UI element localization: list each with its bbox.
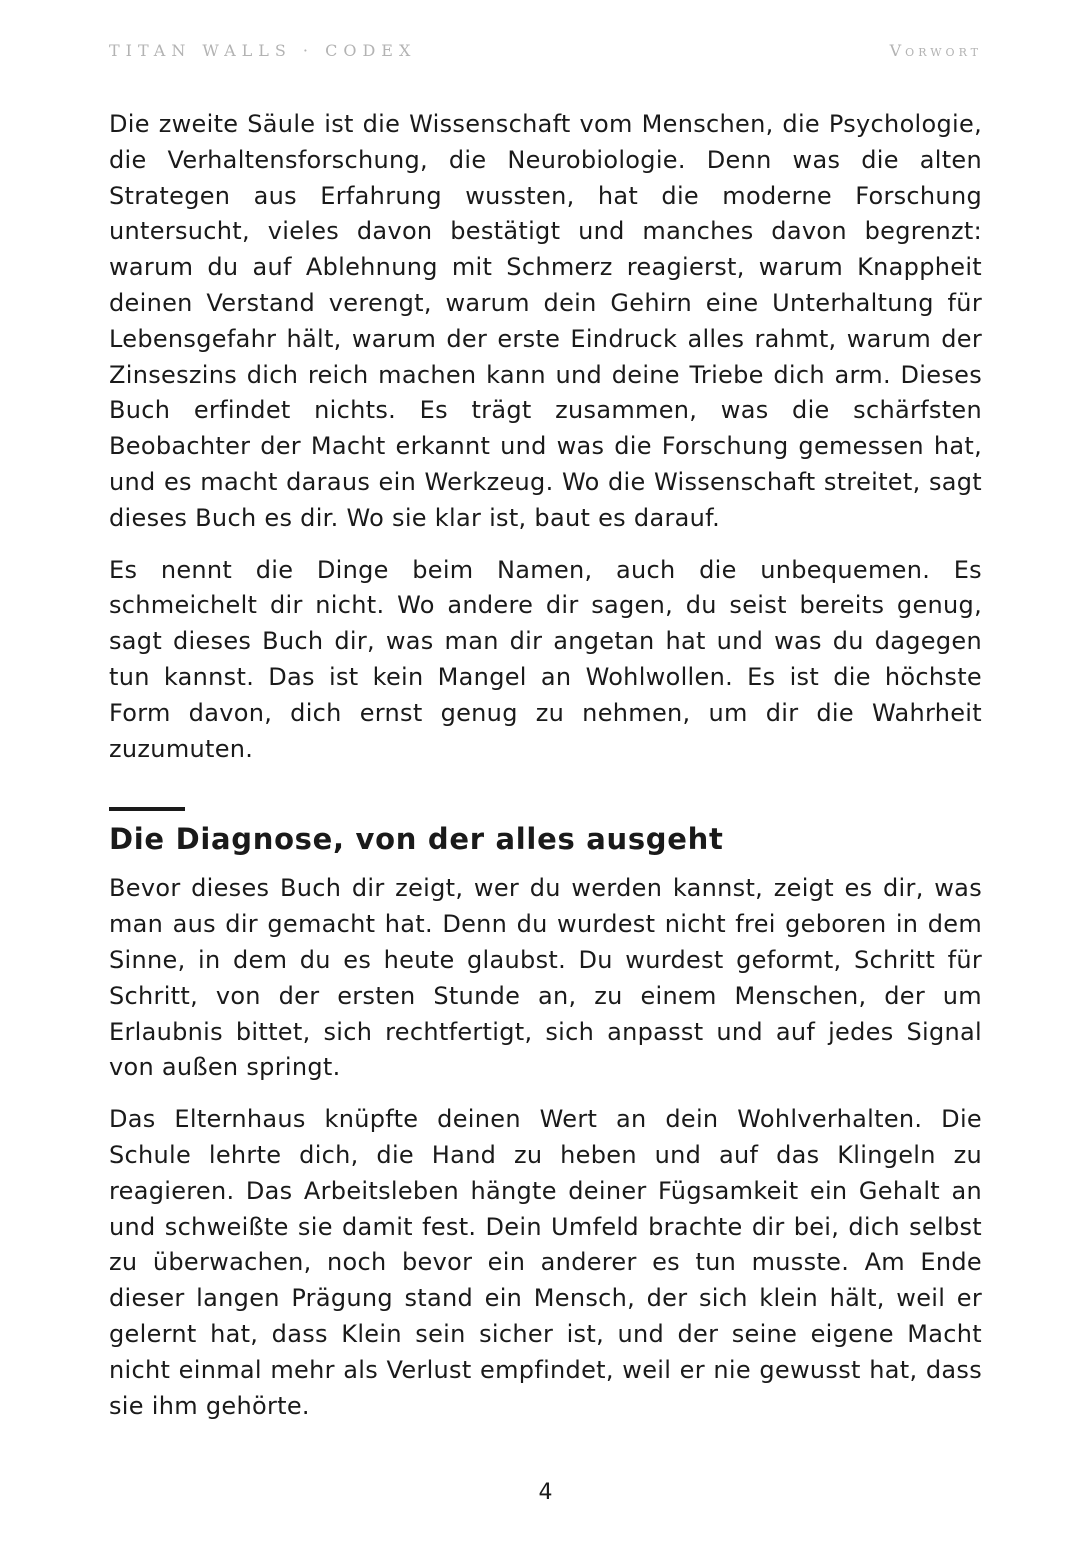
book-title: TITAN WALLS · CODEX xyxy=(109,41,417,60)
section-heading: Die Diagnose, von der alles ausgeht xyxy=(109,822,724,857)
page-number: 4 xyxy=(538,1480,553,1505)
body-paragraph: Es nennt die Dinge beim Namen, auch die unbequemen. Es schmeichelt dir nicht. Wo andere dir sagen, du seist bereits genug, sagt dieses Buch dir, was man dir angetan hat und was du dagegen tun kannst. Das ist kein Mangel an Wohlwollen. Es ist die höchste Form davon, dich ernst genug zu nehmen, um dir die Wahrheit zuzumuten. xyxy=(109,555,982,763)
body-paragraph: Das Elternhaus knüpfte deinen Wert an dein Wohlverhalten. Die Schule lehrte dich, die Hand zu heben und auf das Klingeln zu reagieren. Das Arbeitsleben hängte deiner Fügsamkeit ein Gehalt an und schweißte sie damit fest. Dein Umfeld brachte dir bei, dich selbst zu überwachen, noch bevor ein anderer es tun musste. Am Ende dieser langen Prägung stand ein Mensch, der sich klein hält, weil er gelernt hat, dass Klein sein sicher ist, und der seine eigene Macht nicht einmal mehr als Verlust empfindet, weil er nie gewusst hat, dass sie ihm gehörte. xyxy=(109,1105,982,1420)
body-paragraph: Die zweite Säule ist die Wissenschaft vom Menschen, die Psychologie, die Verhaltensforschung, die Neurobiologie. Denn was die alten Strategen aus Erfahrung wussten, hat die moderne Forschung untersucht, vieles davon bestätigt und manches davon begrenzt: warum du auf Ablehnung mit Schmerz reagierst, warum Knappheit deinen Verstand verengt, warum dein Gehirn eine Unterhaltung für Lebensgefahr hält, warum der erste Eindruck alles rahmt, warum der Zinseszins dich reich machen kann und deine Triebe dich arm. Dieses Buch erfindet nichts. Es trägt zusammen, was die schärfsten Beobachter der Macht erkannt und was die Forschung gemessen hat, und es macht daraus ein Werkzeug. Wo die Wissenschaft streitet, sagt dieses Buch es dir. Wo sie klar ist, baut es darauf. xyxy=(109,110,982,532)
body-paragraph: Bevor dieses Buch dir zeigt, wer du werden kannst, zeigt es dir, was man aus dir gemacht hat. Denn du wurdest nicht frei geboren in dem Sinne, in dem du es heute glaubst. Du wurdest geformt, Schritt für Schritt, von der ersten Stunde an, zu einem Menschen, der um Erlaubnis bittet, sich rechtfertigt, sich anpasst und auf jedes Signal von außen springt. xyxy=(109,874,982,1082)
chapter-title: Vorwort xyxy=(889,41,982,60)
running-header xyxy=(109,41,982,63)
page-content xyxy=(109,107,982,1440)
section-divider xyxy=(109,807,185,811)
